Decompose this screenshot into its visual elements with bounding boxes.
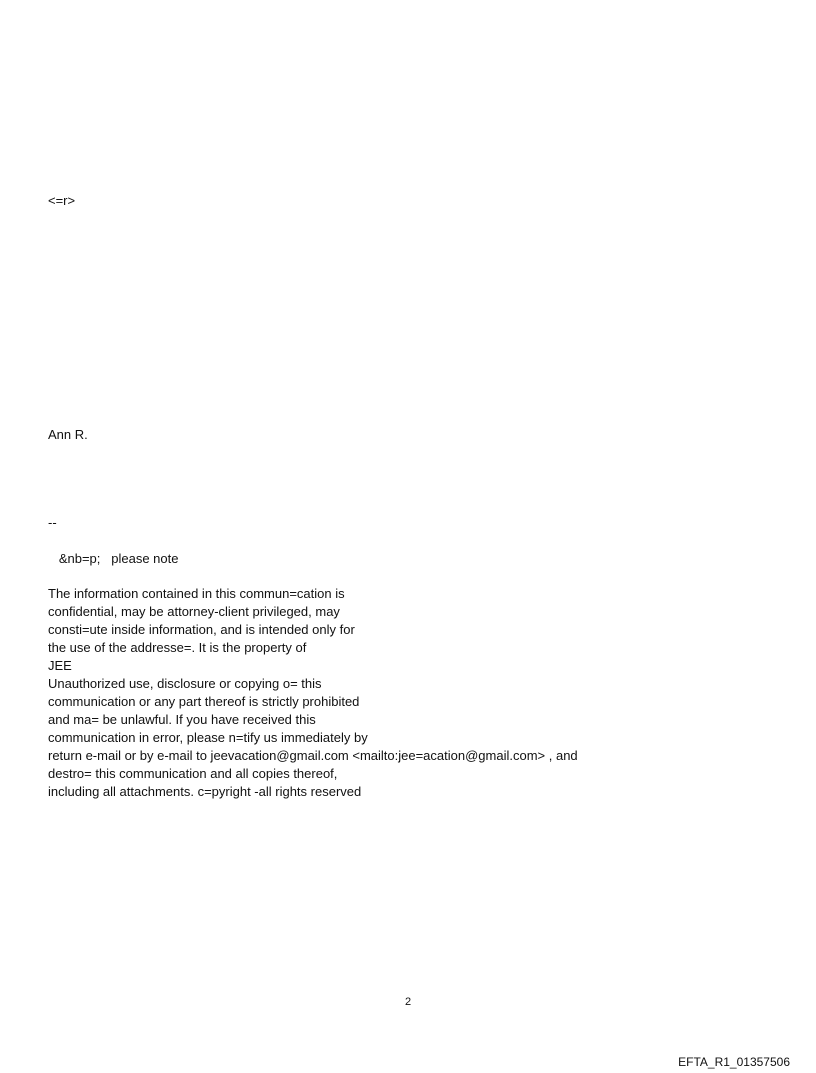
disclaimer-line: The information contained in this commun=cation is	[48, 586, 345, 601]
disclaimer-line: the use of the addresse=. It is the property of	[48, 640, 307, 655]
disclaimer-line: confidential, may be attorney-client privileged, may	[48, 604, 340, 619]
disclaimer-line-with-email: return e-mail or by e-mail to jeevacation@gmail.com <mailto:jee=acation@gmail.com> , and	[48, 748, 578, 763]
disclaimer-line: including all attachments. c=pyright -all rights reserved	[48, 784, 362, 799]
disclaimer-line: consti=ute inside information, and is intended only for	[48, 622, 355, 637]
signature-name: Ann R.	[48, 427, 88, 442]
please-note-text: &nb=p; please note	[48, 551, 179, 566]
disclaimer-line: JEE	[48, 658, 72, 673]
br-tag-text: <=r>	[48, 193, 76, 208]
confidentiality-disclaimer	[48, 585, 578, 801]
disclaimer-line: destro= this communication and all copies thereof,	[48, 766, 338, 781]
page-number: 2	[404, 996, 412, 1008]
disclaimer-line: communication or any part thereof is strictly prohibited	[48, 694, 360, 709]
disclaimer-line: and ma= be unlawful. If you have received this	[48, 712, 316, 727]
disclaimer-line: Unauthorized use, disclosure or copying o= this	[48, 676, 322, 691]
document-id: EFTA_R1_01357506	[678, 1055, 790, 1069]
disclaimer-line: communication in error, please n=tify us immediately by	[48, 730, 368, 745]
signature-separator: --	[48, 515, 57, 530]
